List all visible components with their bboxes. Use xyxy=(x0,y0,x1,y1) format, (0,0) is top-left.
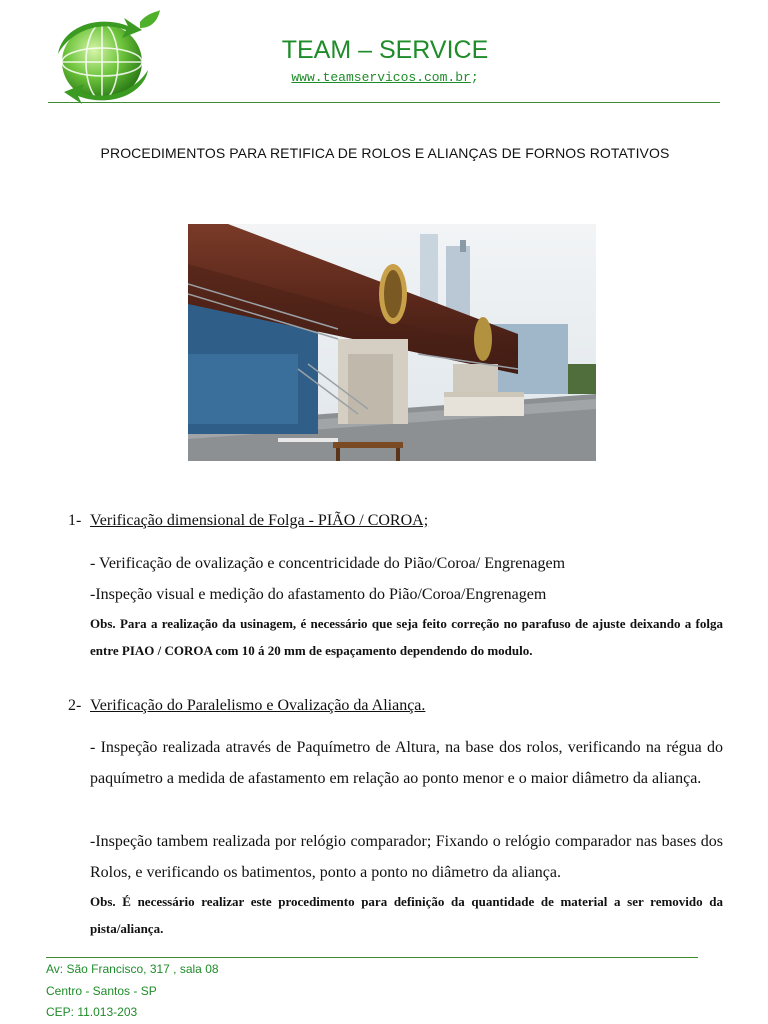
document-title: PROCEDIMENTOS PARA RETIFICA DE ROLOS E ALIANÇAS DE FORNOS ROTATIVOS xyxy=(100,145,670,161)
section-1-number: 1- xyxy=(68,512,82,529)
section-1-obs: Obs. Para a realização da usinagem, é necessário que seja feito correção no parafuso de ajuste deixando a folga entre PIAO / COROA com 10 á 20 mm de espaçamento dependendo do modulo. xyxy=(90,616,723,658)
footer-address: Av: São Francisco, 317 , sala 08 xyxy=(46,962,219,976)
footer-divider xyxy=(46,957,698,958)
header-divider xyxy=(48,102,720,103)
website xyxy=(220,70,550,85)
section-2-obs: Obs. É necessário realizar este procedimento para definição da quantidade de material a ser removido da pista/aliança. xyxy=(90,894,723,936)
section-1-line-1: - Verificação de ovalização e concentricidade do Pião/Coroa/ Engrenagem xyxy=(90,555,566,572)
footer-cep: CEP: 11.013-203 xyxy=(46,1005,138,1019)
section-1-heading: Verificação dimensional de Folga - PIÃO / COROA; xyxy=(90,512,429,529)
rotary-kiln-photo xyxy=(188,224,596,461)
website-link[interactable]: www.teamservicos.com.br xyxy=(291,70,471,85)
company-name: TEAM – SERVICE xyxy=(281,36,489,64)
website-suffix: ; xyxy=(470,70,479,85)
footer-city: Centro - Santos - SP xyxy=(46,984,157,998)
section-2-number: 2- xyxy=(68,697,82,714)
section-2-line-1: - Inspeção realizada através de Paquímetro de Altura, na base dos rolos, verificando na régua do paquímetro a medida de afastamento em relação ao ponto menor e o maior diâmetro da aliança. xyxy=(90,739,723,787)
section-1-title xyxy=(68,512,428,530)
section-1-line-2: -Inspeção visual e medição do afastamento do Pião/Coroa/Engrenagem xyxy=(90,586,547,603)
section-2-heading: Verificação do Paralelismo e Ovalização da Aliança. xyxy=(90,697,426,714)
section-2-title xyxy=(68,697,425,715)
company-logo xyxy=(44,8,162,104)
section-2-line-2: -Inspeção tambem realizada por relógio comparador; Fixando o relógio comparador nas bases dos Rolos, e verificando os batimentos, ponto a ponto no diâmetro da aliança. xyxy=(90,833,723,881)
